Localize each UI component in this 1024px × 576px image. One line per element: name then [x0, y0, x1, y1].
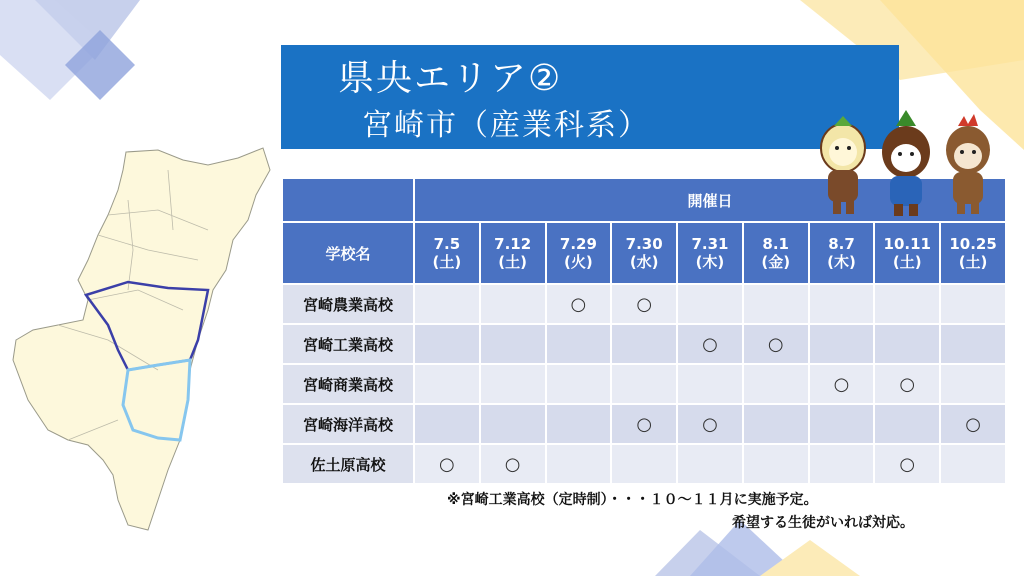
schedule-mark [941, 325, 1005, 363]
schedule-mark [415, 405, 479, 443]
date-header: 8.1 (金) [744, 223, 808, 283]
date-header-row [283, 223, 1005, 283]
schedule-mark [481, 365, 545, 403]
schedule-mark [744, 365, 808, 403]
schedule-mark [744, 405, 808, 443]
mascot-left [821, 116, 865, 214]
schedule-mark: ○ [678, 325, 742, 363]
schedule-mark: ○ [547, 285, 611, 323]
schedule-mark [612, 445, 676, 483]
prefecture-map [8, 140, 278, 540]
page-subtitle: 宮崎市（産業科系） [362, 108, 650, 143]
date-group-header: 開催日 [415, 179, 1005, 221]
schedule-mark [547, 405, 611, 443]
schedule-mark [547, 365, 611, 403]
table-row [283, 285, 1005, 323]
schedule-mark [875, 285, 939, 323]
schedule-mark: ○ [744, 325, 808, 363]
footnote-line-2: 希望する生徒がいれば対応。 [732, 515, 914, 531]
schedule-mark [415, 325, 479, 363]
schedule-mark [678, 365, 742, 403]
schedule-mark [481, 285, 545, 323]
date-header: 10.11 (土) [875, 223, 939, 283]
schedule-mark: ○ [941, 405, 1005, 443]
date-header: 7.31 (木) [678, 223, 742, 283]
table-row [283, 325, 1005, 363]
schedule-mark [612, 325, 676, 363]
mascot-illustration [808, 108, 1008, 220]
page-title: 県央エリア② [338, 58, 563, 99]
schedule-mark [941, 445, 1005, 483]
table-row [283, 445, 1005, 483]
schedule-mark [810, 285, 874, 323]
date-header: 10.25 (土) [941, 223, 1005, 283]
schedule-mark [415, 365, 479, 403]
schedule-mark: ○ [612, 285, 676, 323]
table-row [283, 365, 1005, 403]
schedule-mark [481, 325, 545, 363]
prefecture-outline [13, 148, 270, 530]
schedule-mark [810, 445, 874, 483]
schedule-table [281, 177, 1007, 485]
date-header: 7.5 (土) [415, 223, 479, 283]
schedule-mark [481, 405, 545, 443]
schedule-mark: ○ [875, 445, 939, 483]
schedule-mark: ○ [415, 445, 479, 483]
schedule-mark [744, 445, 808, 483]
schedule-mark [875, 325, 939, 363]
school-name: 宮崎農業高校 [283, 285, 413, 323]
schedule-mark [612, 365, 676, 403]
schedule-mark [810, 405, 874, 443]
mascot-right [946, 114, 990, 214]
date-header: 7.12 (土) [481, 223, 545, 283]
table-row [283, 405, 1005, 443]
schedule-mark [547, 445, 611, 483]
date-header: 7.29 (火) [547, 223, 611, 283]
schedule-mark [810, 325, 874, 363]
schedule-mark: ○ [875, 365, 939, 403]
date-header: 8.7 (木) [810, 223, 874, 283]
header-blank [283, 179, 413, 221]
schedule-mark: ○ [678, 405, 742, 443]
schedule-mark [875, 405, 939, 443]
mascot-center [882, 110, 930, 216]
school-name: 佐土原高校 [283, 445, 413, 483]
schedule-mark [547, 325, 611, 363]
schedule-mark [678, 285, 742, 323]
school-column-header: 学校名 [283, 223, 413, 283]
schedule-mark [678, 445, 742, 483]
schedule-mark: ○ [810, 365, 874, 403]
school-name: 宮崎海洋高校 [283, 405, 413, 443]
schedule-mark [744, 285, 808, 323]
date-header: 7.30 (水) [612, 223, 676, 283]
footnote-line-1: ※宮崎工業高校（定時制）・・・１０～１１月に実施予定。 [447, 492, 818, 508]
school-name: 宮崎商業高校 [283, 365, 413, 403]
schedule-mark: ○ [612, 405, 676, 443]
schedule-mark [941, 285, 1005, 323]
school-name: 宮崎工業高校 [283, 325, 413, 363]
schedule-mark: ○ [481, 445, 545, 483]
schedule-mark [415, 285, 479, 323]
schedule-mark [941, 365, 1005, 403]
